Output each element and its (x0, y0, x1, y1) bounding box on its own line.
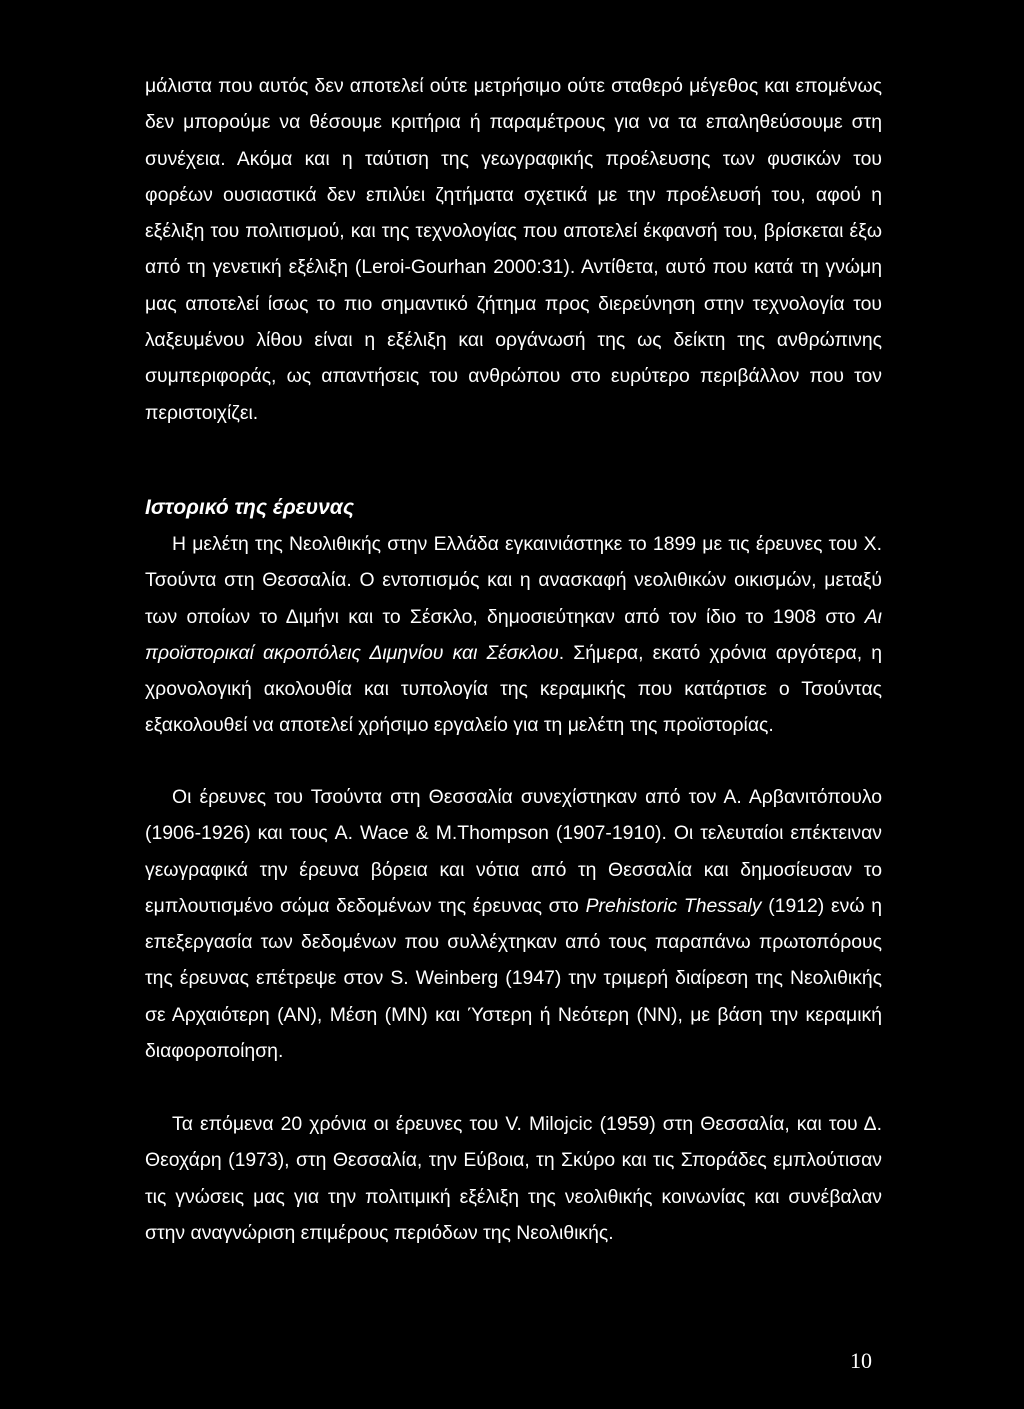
book-title-italic: Αι προϊστορικαί ακροπόλεις Διμηνίου και Σέσκλου (145, 605, 882, 664)
paragraph-research (145, 779, 882, 1069)
paragraph-research-text-2: (1912) ενώ η επεξεργασία των δεδομένων που συλλέχτηκαν από τους παραπάνω πρωτοπόρους της έρευνας επέτρεψε στον S. Weinberg (1947) την τριμερή διαίρεση της Νεολιθικής σε Αρχαιότερη (ΑΝ), Μέση (ΜΝ) και Ύστερη ή Νεότερη (ΝΝ), με βάση την κεραμική διαφοροποίηση. (145, 894, 882, 1063)
page-number: 10 (850, 1348, 872, 1373)
page-body (145, 68, 882, 431)
paragraph-intro: μάλιστα που αυτός δεν αποτελεί ούτε μετρήσιμο ούτε σταθερό μέγεθος και επομένως δεν μπορούμε να θέσουμε κριτήρια ή παραμέτρους για να τα επαληθεύσουμε στη συνέχεια. Ακόμα και η ταύτιση της γεωγραφικής προέλευσης των φυσικών του φορέων ουσιαστικά δεν επιλύει ζητήματα σχετικά με την προέλευσή του, αφού η εξέλιξη του πολιτισμού, και της τεχνολογίας που αποτελεί έκφανσή του, βρίσκεται έξω από τη γενετική εξέλιξη (Leroi-Gourhan 2000:31). Αντίθετα, αυτό που κατά τη γνώμη μας αποτελεί ίσως το πιο σημαντικό ζήτημα προς διερεύνηση στην τεχνολογία του λαξευμένου λίθου είναι η εξέλιξη και οργάνωσή της ως δείκτη της ανθρώπινης συμπεριφοράς, ως απαντήσεις του ανθρώπου στο ευρύτερο περιβάλλον που τον περιστοιχίζει. (145, 75, 882, 424)
paragraph-history-text-2: . Σήμερα, εκατό χρόνια αργότερα, η χρονολογική ακολουθία και τυπολογία της κεραμικής που κατάρτισε ο Τσούντας εξακολουθεί να αποτελεί χρήσιμο εργαλείο για τη μελέτη της προϊστορίας. (145, 641, 883, 737)
paragraph-history (145, 526, 882, 744)
paragraph-history-text-1: Η μελέτη της Νεολιθικής στην Ελλάδα εγκαινιάστηκε το 1899 με τις έρευνες του Χ. Τσούντα στη Θεσσαλία. Ο εντοπισμός και η ανασκαφή νεολιθικών οικισμών, μεταξύ των οποίων το Διμήνι και το Σέσκλο, δημοσιεύτηκαν από τον ίδιο το 1908 στο (145, 533, 882, 628)
paragraph-later-research: Τα επόμενα 20 χρόνια οι έρευνες του V. Milojcic (1959) στη Θεσσαλία, και του Δ. Θεοχάρη (1973), στη Θεσσαλία, την Εύβοια, τη Σκύρο και τις Σποράδες εμπλούτισαν τις γνώσεις μας για την πολιτιμική εξέλιξη της νεολιθικής κοινωνίας και συνέβαλαν στην αναγνώριση επιμέρους περιόδων της Νεολιθικής. (145, 1113, 882, 1244)
paragraph-research-text-1: Οι έρευνες του Τσούντα στη Θεσσαλία συνεχίστηκαν από τον Α. Αρβανιτόπουλο (1906-1926) και τους A. Wace & M.Thompson (1907-1910). Οι τελευταίοι επέκτειναν γεωγραφικά την έρευνα βόρεια και νότια από τη Θεσσαλία και δημοσίευσαν το εμπλουτισμένο σώμα δεδομένων της έρευνας στο (145, 786, 882, 917)
publication-title-italic: Prehistoric Thessaly (585, 894, 762, 917)
section-heading: Ιστορικό της έρευνας (145, 496, 355, 519)
